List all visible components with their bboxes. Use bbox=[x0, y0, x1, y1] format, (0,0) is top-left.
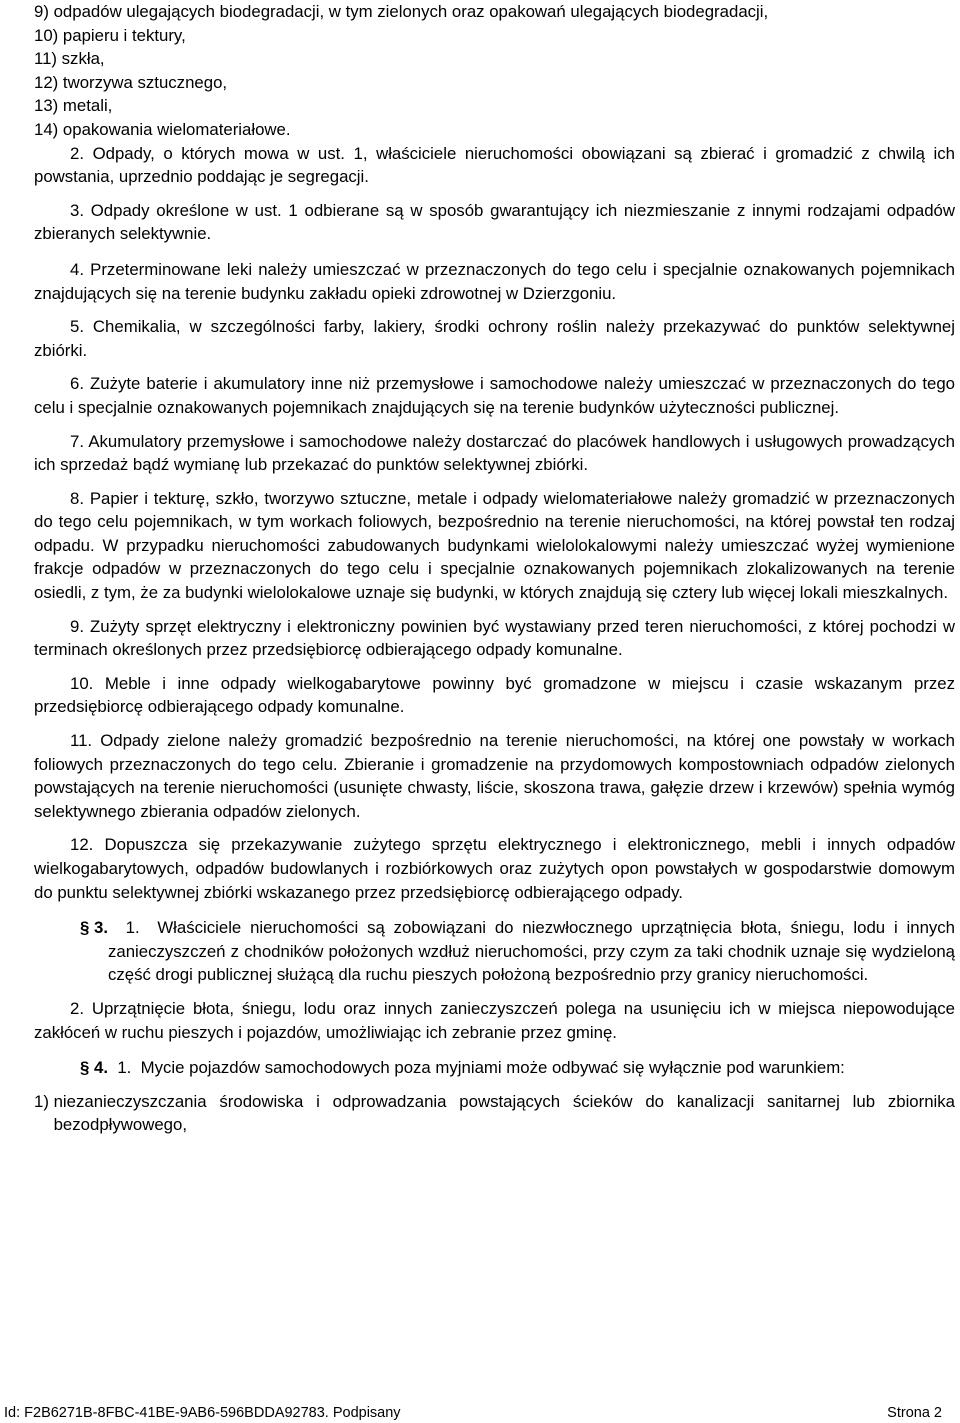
document-id: Id: F2B6271B-8FBC-41BE-9AB6-596BDDA92783. Podpisany bbox=[4, 1405, 401, 1421]
section-number: § 4. bbox=[80, 1058, 108, 1078]
paragraph-5: 5. Chemikalia, w szczególności farby, lakiery, środki ochrony roślin należy przekazywać do punktów selektywnej zbiórki. bbox=[34, 317, 955, 360]
section-4-body bbox=[108, 1056, 955, 1080]
list-item: 10) papieru i tektury, bbox=[34, 25, 186, 45]
section-3-body bbox=[108, 916, 955, 987]
paragraph-3: 3. Odpady określone w ust. 1 odbierane są w sposób gwarantujący ich niezmieszanie z innymi rodzajami odpadów zbieranych selektywnie. bbox=[34, 200, 955, 244]
list-item: 14) opakowania wielomateriałowe. bbox=[34, 119, 291, 139]
paragraph-12: 12. Dopuszcza się przekazywanie zużytego sprzętu elektrycznego i elektronicznego, mebli i innych odpadów wielkogabarytowych, odpadów budowlanych i rozbiórkowych oraz zużytych opon powstałych w gospodarstwie domowym do punktu selektywnej zbiórki wskazanego przez przedsiębiorcę odbierającego odpady. bbox=[34, 835, 955, 902]
list-item: 12) tworzywa sztucznego, bbox=[34, 72, 228, 92]
paragraph-8: 8. Papier i tekturę, szkło, tworzywo sztuczne, metale i odpady wielomateriałowe należy gromadzić w przeznaczonych do tego celu pojemnikach, w tym workach foliowych, bezpośrednio na terenie nieruchomości, na której powstał ten rodzaj odpadu. W przypadku nieruchomości zabudowanych budynkami wielolokalowymi należy umieszczać wyżej wymienione frakcje odpadów w przeznaczonych do tego celu i specjalnie oznakowanych pojemnikach zlokalizowanych na terenie osiedli, z tym, że za budynki wielolokalowe uznaje się budynki, w których znajdują się cztery lub więcej lokali mieszkalnych. bbox=[34, 488, 955, 603]
item-text: niezanieczyszczania środowiska i odprowadzania powstających ścieków do kanalizacji sanitarnej lub zbiornika bezodpływowego, bbox=[53, 1091, 955, 1135]
section-4 bbox=[34, 1056, 955, 1080]
section-4-text: Mycie pojazdów samochodowych poza myjniami może odbywać się wyłącznie pod warunkiem: bbox=[140, 1058, 845, 1078]
document-page bbox=[34, 0, 955, 1137]
section-3-text: Właściciele nieruchomości są zobowiązani do niezwłocznego uprzątnięcia błota, śniegu, lodu i innych zanieczyszczeń z chodników położonych wzdłuż nieruchomości, przy czym za taki chodnik uznaje się wydzieloną część drogi publicznej służącą dla ruchu pieszych położoną bezpośrednio przy granicy nieruchomości. bbox=[108, 918, 956, 985]
list-item: 11) szkła, bbox=[34, 49, 105, 69]
paragraph-4: 4. Przeterminowane leki należy umieszczać w przeznaczonych do tego celu i specjalnie oznakowanych pojemnikach znajdujących się na terenie budynku zakładu opieki zdrowotnej w Dzierzgoniu. bbox=[34, 259, 955, 303]
paragraph-9: 9. Zużyty sprzęt elektryczny i elektroniczny powinien być wystawiany przed teren nieruchomości, z której pochodzi w terminach określonych przez przedsiębiorcę odbierającego odpady komunalne. bbox=[34, 616, 955, 660]
section-3-paragraph-2: 2. Uprzątnięcie błota, śniegu, lodu oraz innych zanieczyszczeń polega na usunięciu ich w miejsca niepowodujące zakłóceń w ruchu pieszych i pojazdów, umożliwiając ich zebranie przez gminę. bbox=[34, 998, 955, 1042]
paragraph-7: 7. Akumulatory przemysłowe i samochodowe należy dostarczać do placówek handlowych i usługowych prowadzących ich sprzedaż bądź wymianę lub przekazać do punktów selektywnej zbiórki. bbox=[34, 431, 955, 475]
item-number: 1) bbox=[34, 1091, 49, 1111]
point-number: 1. bbox=[117, 1058, 132, 1078]
waste-fraction-list bbox=[34, 0, 955, 142]
point-number: 1. bbox=[125, 918, 140, 938]
paragraph-2: 2. Odpady, o których mowa w ust. 1, właściciele nieruchomości obowiązani są zbierać i gromadzić z chwilą ich powstania, uprzednio poddając je segregacji. bbox=[34, 143, 955, 187]
paragraph-6: 6. Zużyte baterie i akumulatory inne niż przemysłowe i samochodowe należy umieszczać w przeznaczonych do tego celu i specjalnie oznakowanych pojemnikach znajdujących się na terenie budynków użyteczności publicznej. bbox=[34, 374, 955, 417]
page-footer bbox=[4, 1404, 942, 1422]
section-4-item-1 bbox=[34, 1090, 955, 1137]
list-item: 9) odpadów ulegających biodegradacji, w tym zielonych oraz opakowań ulegających biodegradacji, bbox=[34, 2, 769, 21]
list-item: 13) metali, bbox=[34, 96, 113, 116]
section-3 bbox=[34, 916, 955, 987]
page-number: Strona 2 bbox=[887, 1405, 942, 1421]
paragraph-10: 10. Meble i inne odpady wielkogabarytowe powinny być gromadzone w miejscu i czasie wskazanym przez przedsiębiorcę odbierającego odpady komunalne. bbox=[34, 673, 955, 717]
section-number: § 3. bbox=[80, 918, 108, 938]
paragraph-11: 11. Odpady zielone należy gromadzić bezpośrednio na terenie nieruchomości, na której one powstały w workach foliowych przeznaczonych do tego celu. Zbieranie i gromadzenie na przydomowych kompostowniach odpadów zielonych powstających na terenie nieruchomości (usunięte chwasty, liście, skoszona trawa, gałęzie drzew i krzewów) spełnia wymóg selektywnego zbierania odpadów zielonych. bbox=[34, 731, 955, 821]
